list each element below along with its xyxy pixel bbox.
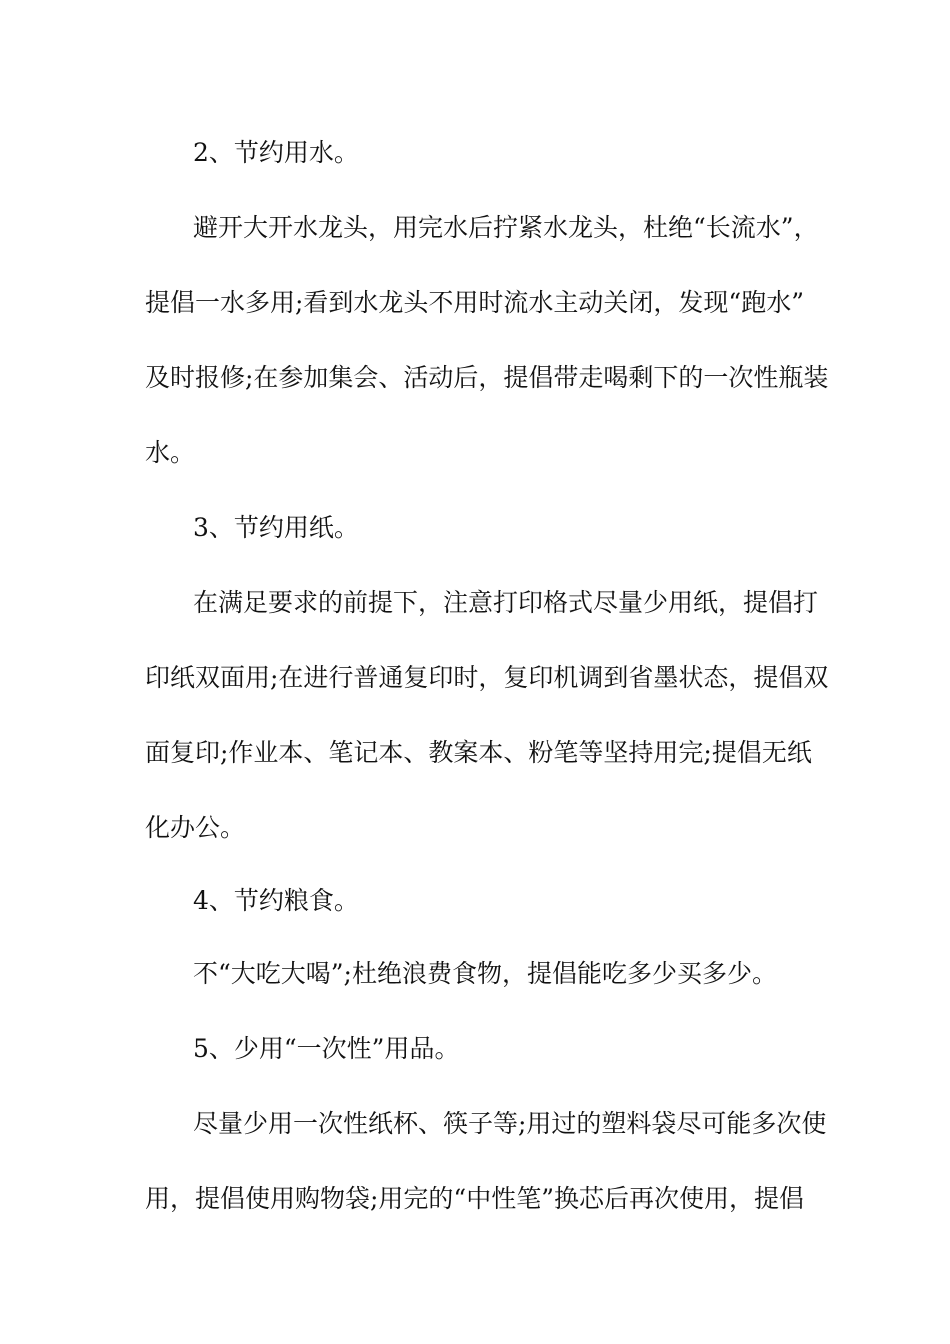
paragraph-line: 及时报修;在参加集会、活动后，提倡带走喝剩下的一次性瓶装 xyxy=(145,363,829,392)
heading-disposables: 5、少用“一次性”用品。 xyxy=(193,1034,460,1063)
paragraph-line: 尽量少用一次性纸杯、筷子等;用过的塑料袋尽可能多次使 xyxy=(193,1109,827,1138)
paragraph-line: 印纸双面用;在进行普通复印时，复印机调到省墨状态，提倡双 xyxy=(145,663,829,692)
heading-save-food: 4、节约粮食。 xyxy=(193,886,359,915)
paragraph-line: 不“大吃大喝”;杜绝浪费食物，提倡能吃多少买多少。 xyxy=(193,959,777,988)
heading-save-water: 2、节约用水。 xyxy=(193,138,359,167)
paragraph-line: 水。 xyxy=(145,438,196,467)
paragraph-line: 化办公。 xyxy=(145,813,246,842)
paragraph-line: 提倡一水多用;看到水龙头不用时流水主动关闭，发现“跑水” xyxy=(145,288,804,317)
paragraph-line: 用，提倡使用购物袋;用完的“中性笔”换芯后再次使用，提倡 xyxy=(145,1184,804,1213)
heading-save-paper: 3、节约用纸。 xyxy=(193,513,359,542)
paragraph-line: 面复印;作业本、笔记本、教案本、粉笔等坚持用完;提倡无纸 xyxy=(145,738,812,767)
paragraph-line: 在满足要求的前提下，注意打印格式尽量少用纸，提倡打 xyxy=(193,588,819,617)
paragraph-line: 避开大开水龙头，用完水后拧紧水龙头，杜绝“长流水”， xyxy=(193,213,819,242)
